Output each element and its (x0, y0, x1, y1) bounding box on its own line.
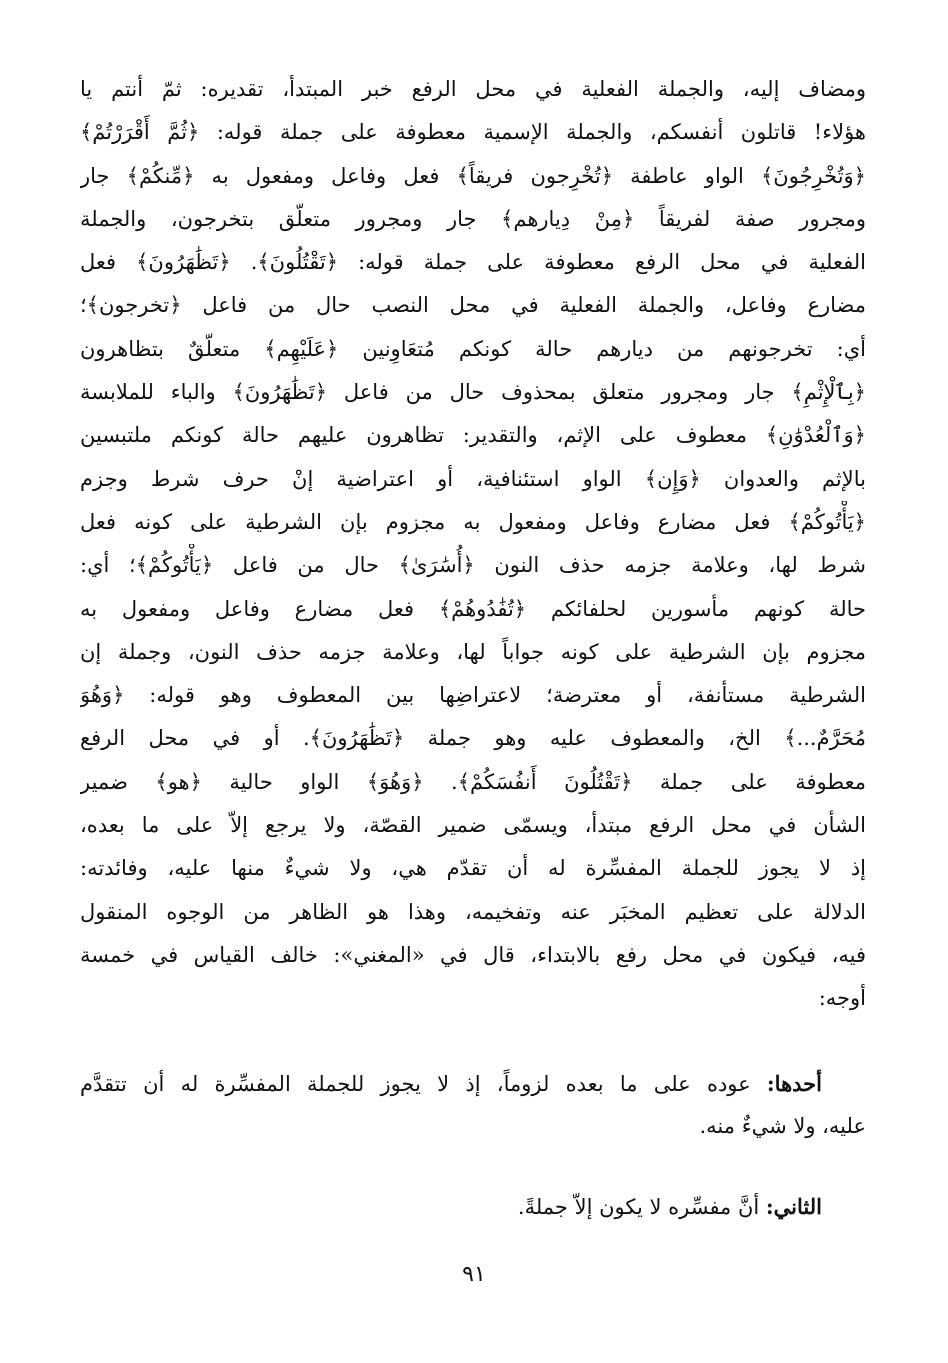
paragraph-first-line (80, 1062, 822, 1105)
text-line: ﴿وَتُخْرِجُونَ﴾ الواو عاطفة ﴿تُخْرِجون فريقاً﴾ فعل وفاعل ومفعول به ﴿مِّنكُمْ﴾ جار (80, 163, 866, 188)
text-line: ﴿وَٱلْعُدْوَٰنِ﴾ معطوف على الإثم، والتقدير: تظاهرون عليهم حالة كونكم ملتبسين (80, 423, 866, 448)
text-line: الشرطية مستأنفة، أو معترضة؛ لاعتراضِها بين المعطوف وهو قوله: ﴿وَهُوَ (80, 683, 866, 708)
text-line: ومضاف إليه، والجملة الفعلية في محل الرفع خبر المبتدأ، تقديره: ثمّ أنتم يا (80, 77, 866, 101)
text-line: إذ لا يجوز للجملة المفسِّرة له أن تقدّم هي، ولا شيءٌ منها عليه، وفائدته: (80, 856, 866, 881)
text-line: مُحَرَّمٌ...﴾ الخ، والمعطوف عليه وهو جملة ﴿تَظَٰهَرُونَ﴾. أو في محل الرفع (80, 726, 866, 751)
text-line: شرط لها، وعلامة جزمه حذف النون ﴿أُسَٰرَىٰ﴾ حال من فاعل ﴿يَأْتُوكُمْ﴾؛ أي: (80, 553, 866, 578)
text-line: الدلالة على تعظيم المخبَر عنه وتفخيمه، وهذا هو الظاهر من الوجوه المنقول (80, 899, 866, 924)
paragraph-first-continuation: عليه، ولا شيءٌ منه. (699, 1114, 866, 1138)
text-line: أوجه: (818, 986, 866, 1011)
text-line: مجزوم بإن الشرطية على كونه جواباً لها، وعلامة جزمه حذف النون، وجملة إن (80, 639, 866, 664)
paragraph-second (80, 1185, 866, 1228)
paragraph-second-label: الثاني: (765, 1194, 822, 1219)
text-line: فيه، فيكون في محل رفع بالابتداء، قال في «المغني»: خالف القياس في خمسة (80, 942, 866, 967)
text-line: ﴿بِٱلْإِثْمِ﴾ جار ومجرور متعلق بمحذوف حال من فاعل ﴿تَظَٰهَرُونَ﴾ والباء للملابسة (80, 380, 866, 405)
page-number: ٩١ (462, 1262, 486, 1287)
paragraph-first (80, 1062, 866, 1148)
text-line: الفعلية في محل الرفع معطوفة على جملة قوله: ﴿تَقْتُلُونَ﴾. ﴿تَظَٰهَرُونَ﴾ فعل (80, 250, 866, 275)
main-text-block (80, 68, 866, 1021)
text-line: معطوفة على جملة ﴿تَقْتُلُونَ أَنفُسَكُمْ﴾. ﴿وَهُوَ﴾ الواو حالية ﴿هو﴾ ضمير (80, 769, 866, 794)
paragraph-first-label: أحدها: (766, 1071, 822, 1096)
paragraph-first-text: عوده على ما بعده لزوماً، إذ لا يجوز للجملة المفسِّرة له أن تتقدَّم (80, 1072, 767, 1096)
paragraph-second-line (80, 1185, 822, 1228)
text-line: حالة كونهم مأسورين لحلفائكم ﴿تُفَٰدُوهُمْ﴾ فعل مضارع وفاعل ومفعول به (80, 596, 866, 621)
text-line: ومجرور صفة لفريقاً ﴿مِنْ دِيارهم﴾ جار ومجرور متعلّق بتخرجون، والجملة (80, 206, 866, 231)
text-line: مضارع وفاعل، والجملة الفعلية في محل النصب حال من فاعل ﴿تخرجون﴾؛ (80, 293, 866, 318)
text-line: هؤلاء! قاتلون أنفسكم، والجملة الإسمية معطوفة على جملة قوله: ﴿ثُمَّ أَقْرَرْتُمْ﴾ (80, 120, 866, 145)
text-line: أي: تخرجونهم من ديارهم حالة كونكم مُتعَاوِنين ﴿عَلَيْهِم﴾ متعلّقٌ بتظاهرون (80, 336, 866, 361)
text-line: ﴿يَأْتُوكُمْ﴾ فعل مضارع وفاعل ومفعول به مجزوم بإن الشرطية على كونه فعل (80, 509, 866, 534)
paragraph-second-text: أنَّ مفسِّره لا يكون إلاّ جملةً. (517, 1195, 766, 1219)
text-line: الشأن في محل الرفع مبتدأ، ويسمّى ضمير القصّة، ولا يرجع إلاّ على ما بعده، (80, 813, 866, 838)
text-line: بالإثم والعدوان ﴿وَإِن﴾ الواو استئنافية، أو اعتراضية إنْ حرف شرط وجزم (80, 466, 866, 491)
